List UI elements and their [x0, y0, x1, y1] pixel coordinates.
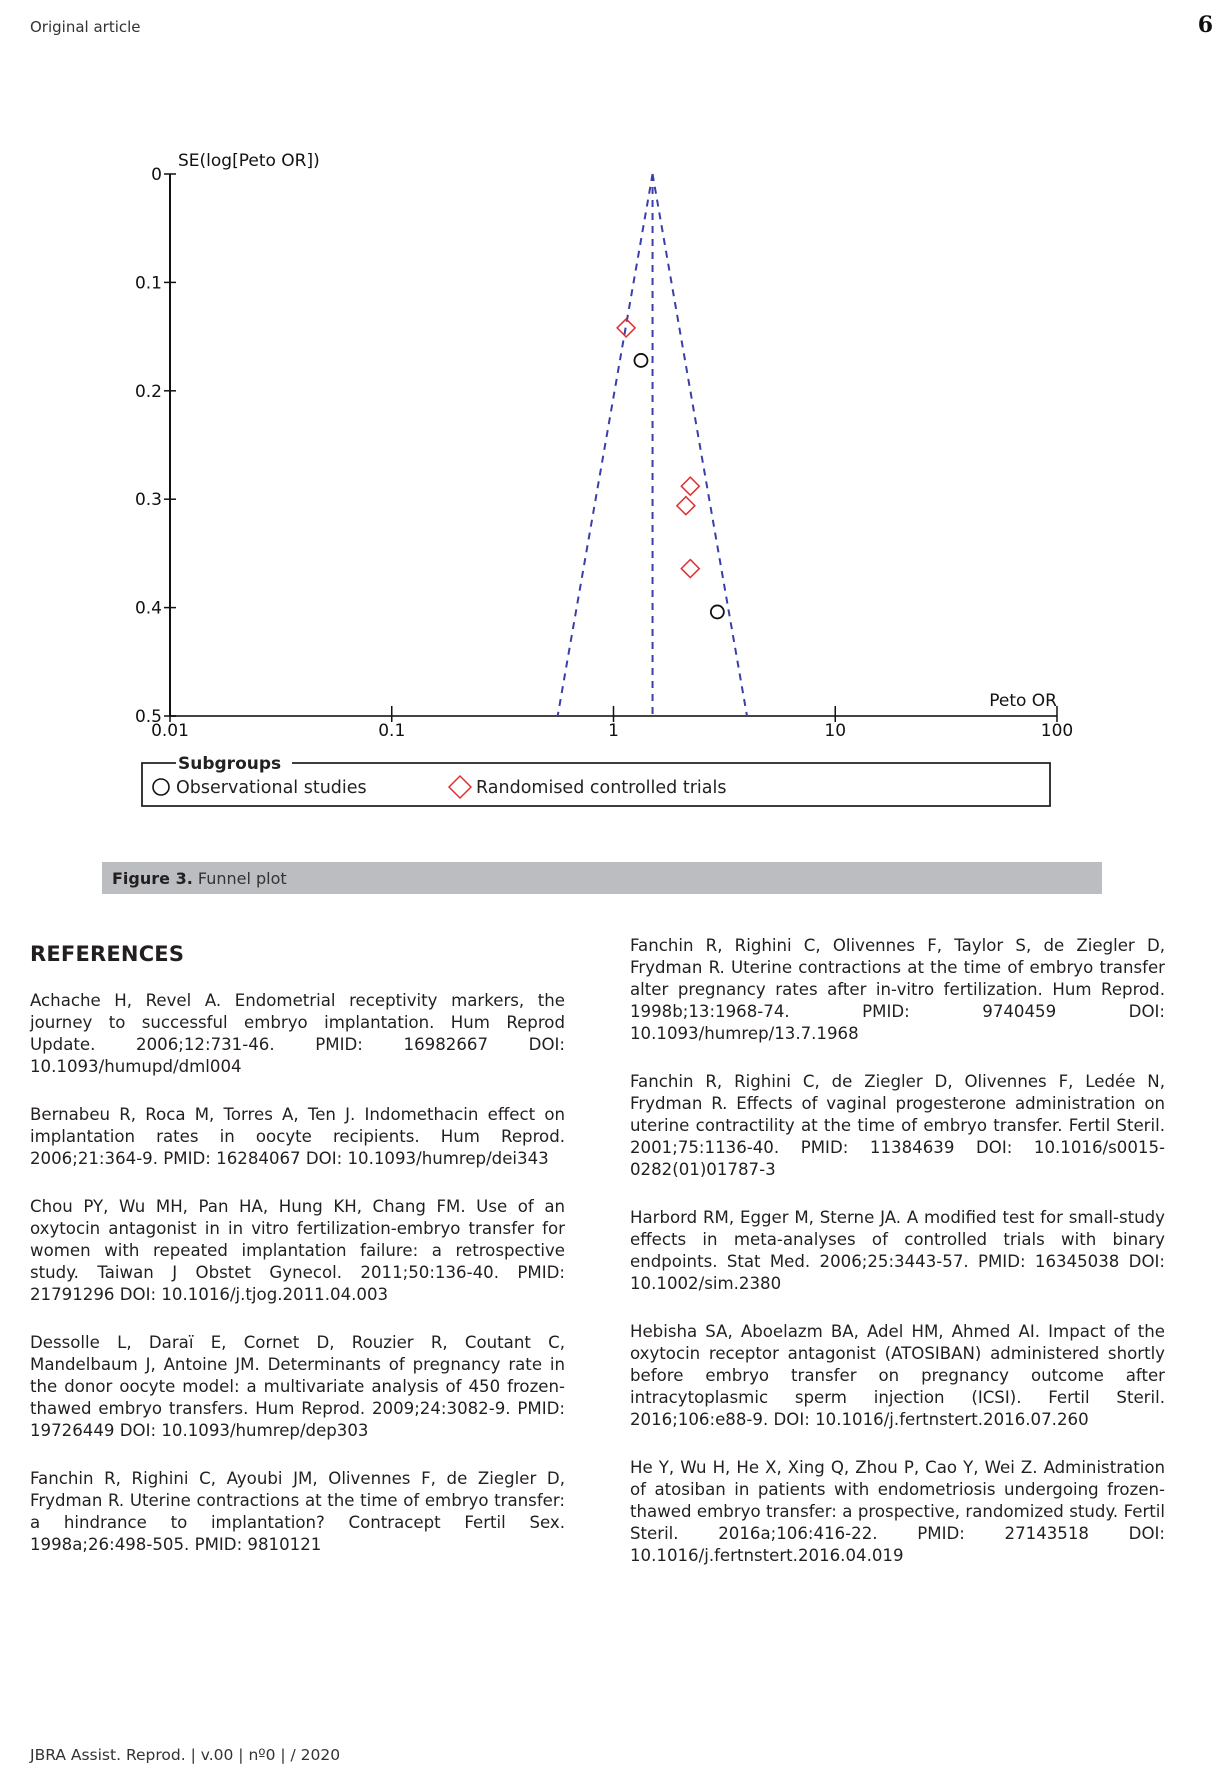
y-tick-label: 0.5 [134, 707, 162, 727]
reference-item: Hebisha SA, Aboelazm BA, Adel HM, Ahmed AI. Impact of the oxytocin receptor antagonist (ATOSIBAN) administered shortly before embryo transfer on pregnancy outcome after intracytoplasmic sperm injection (ICSI). Fertil Steril. 2016;106:e88-9. DOI: 10.1016/j.fertnstert.2016.07.260 [630, 1322, 1165, 1429]
running-head: Original article [30, 18, 141, 36]
y-tick-label: 0.3 [134, 490, 162, 511]
x-tick-label: 0.1 [378, 721, 406, 741]
funnel-left-limit [558, 174, 653, 716]
x-tick-label: 0.01 [151, 721, 189, 741]
y-axis-label: SE(log[Peto OR]) [178, 151, 320, 171]
legend-label: Randomised controlled trials [476, 778, 727, 798]
rct-point [681, 477, 699, 495]
references-left-column [30, 990, 565, 1582]
reference-item: Dessolle L, Daraï E, Cornet D, Rouzier R, Coutant C, Mandelbaum J, Antoine JM. Determinants of pregnancy rate in the donor oocyte model: a multivariate analysis of 450 frozen-thawed embryo transfers. Hum Reprod. 2009;24:3082-9. PMID: 19726449 DOI: 10.1093/humrep/dep303 [30, 1333, 565, 1440]
y-tick-label: 0.4 [134, 598, 162, 619]
reference-item: Bernabeu R, Roca M, Torres A, Ten J. Indomethacin effect on implantation rates in oocyte recipients. Hum Reprod. 2006;21:364-9. PMID: 16284067 DOI: 10.1093/humrep/dei343 [30, 1105, 565, 1168]
funnel-plot [0, 0, 1225, 860]
x-tick-label: 1 [608, 721, 619, 741]
reference-item: Harbord RM, Egger M, Sterne JA. A modified test for small-study effects in meta-analyses of controlled trials with binary endpoints. Stat Med. 2006;25:3443-57. PMID: 16345038 DOI: 10.1002/sim.2380 [630, 1208, 1165, 1293]
reference-item: Chou PY, Wu MH, Pan HA, Hung KH, Chang FM. Use of an oxytocin antagonist in in vitro fertilization-embryo transfer for women with repeated implantation failure: a retrospective study. Taiwan J Obstet Gynecol. 2011;50:136-40. PMID: 21791296 DOI: 10.1016/j.tjog.2011.04.003 [30, 1197, 565, 1304]
reference-item: Fanchin R, Righini C, Ayoubi JM, Olivennes F, de Ziegler D, Frydman R. Uterine contractions at the time of embryo transfer: a hindrance to implantation? Contracept Fertil Sex. 1998a;26:498-505. PMID: 9810121 [30, 1469, 565, 1554]
references-right-column [630, 935, 1165, 1593]
y-tick-label: 0.1 [134, 273, 162, 294]
legend-diamond-icon [449, 776, 471, 798]
reference-item: Fanchin R, Righini C, de Ziegler D, Olivennes F, Ledée N, Frydman R. Effects of vaginal progesterone administration on uterine contractility at the time of embryo transfer. Fertil Steril. 2001;75:1136-40. PMID: 11384639 DOI: 10.1016/s0015-0282(01)01787-3 [630, 1072, 1165, 1179]
references-heading: REFERENCES [30, 942, 185, 966]
x-tick-label: 100 [1040, 721, 1074, 741]
figure-label: Figure 3. [112, 869, 193, 888]
x-axis-label: Peto OR [989, 691, 1057, 711]
reference-item: Achache H, Revel A. Endometrial receptivity markers, the journey to successful embryo implantation. Hum Reprod Update. 2006;12:731-46. PMID: 16982667 DOI: 10.1093/humupd/dml004 [30, 991, 565, 1076]
observational-study-point [711, 605, 724, 618]
funnel-right-limit [653, 174, 747, 716]
page-number: 6 [1197, 12, 1213, 38]
legend [142, 754, 1050, 806]
legend-circle-icon [153, 779, 169, 795]
data-points [617, 319, 724, 619]
footer: JBRA Assist. Reprod. | v.00 | nº0 | / 2020 [30, 1746, 341, 1764]
figure-caption [102, 862, 1102, 894]
figure-caption-text: Funnel plot [192, 869, 287, 888]
rct-point [677, 497, 695, 515]
observational-study-point [634, 354, 647, 367]
x-tick-label: 10 [824, 721, 847, 741]
y-tick-label: 0.2 [134, 381, 162, 402]
reference-item: Fanchin R, Righini C, Olivennes F, Taylor S, de Ziegler D, Frydman R. Uterine contractions at the time of embryo transfer alter pregnancy rates after in-vitro fertilization. Hum Reprod. 1998b;13:1968-74. PMID: 9740459 DOI: 10.1093/humrep/13.7.1968 [630, 936, 1165, 1043]
legend-label: Observational studies [176, 778, 367, 798]
reference-item: He Y, Wu H, He X, Xing Q, Zhou P, Cao Y, Wei Z. Administration of atosiban in patients with endometriosis undergoing frozen-thawed embryo transfer: a prospective, randomized study. Fertil Steril. 2016a;106:416-22. PMID: 27143518 DOI: 10.1016/j.fertnstert.2016.04.019 [630, 1458, 1165, 1565]
legend-title: Subgroups [178, 754, 282, 774]
rct-point [681, 560, 699, 578]
y-tick-label: 0 [151, 165, 162, 185]
funnel-lines [558, 174, 747, 716]
